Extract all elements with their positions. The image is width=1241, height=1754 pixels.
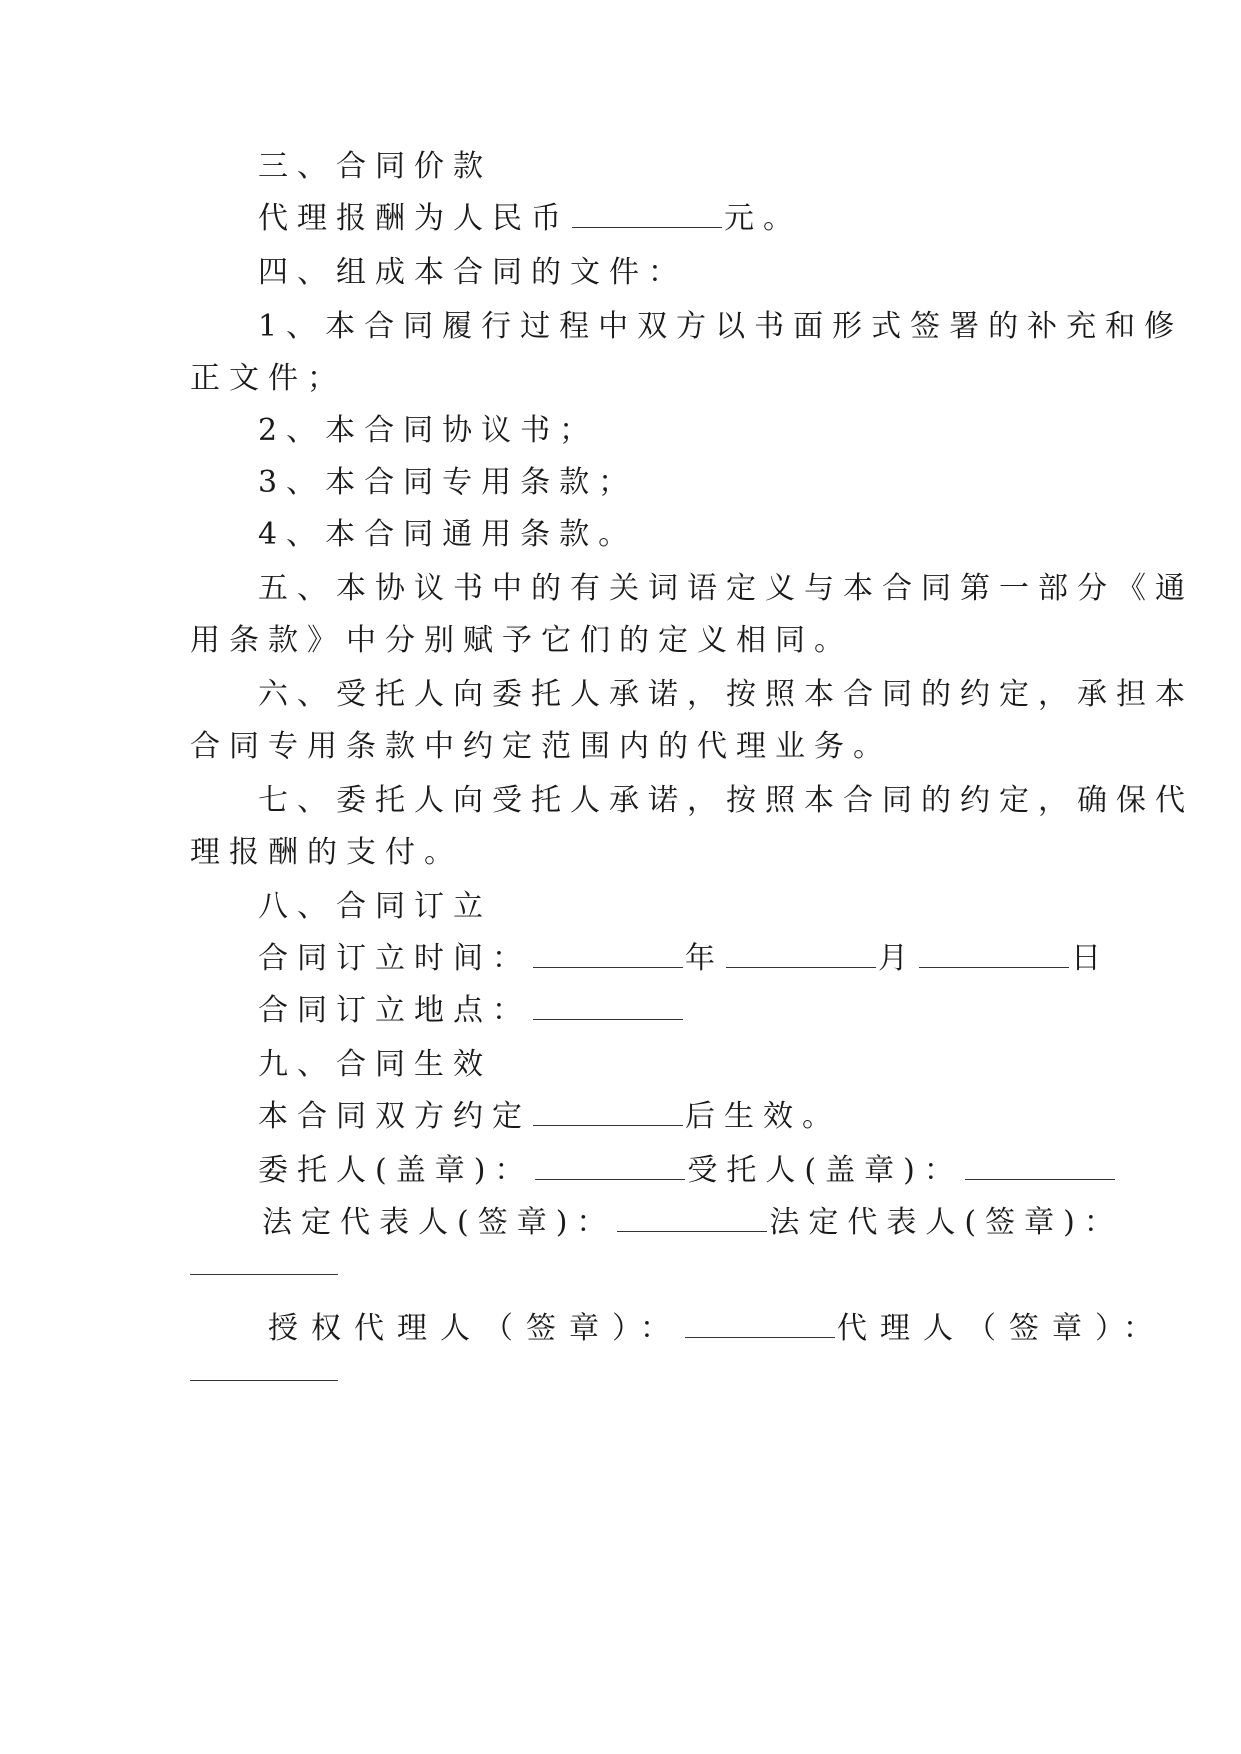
contract-year-blank[interactable] [533, 943, 683, 968]
section-4-item-2-text: 2、本合同协议书； [258, 413, 599, 448]
section-8-title-text: 八、合同订立 [258, 889, 492, 924]
contract-place-blank[interactable] [533, 995, 683, 1020]
month-label: 月 [878, 941, 917, 976]
agent-seal-label: 受托人(盖章)： [687, 1153, 963, 1188]
section-5-text-1: 五、本协议书中的有关词语定义与本合同第一部分《通 [258, 571, 1194, 606]
section-8-title [258, 888, 492, 926]
section-3-body [258, 200, 802, 238]
contract-date-row [258, 940, 1110, 978]
section-3-title [258, 148, 492, 186]
section-6-text-2: 合同专用条款中约定范围内的代理业务。 [190, 729, 892, 764]
agent-legal-rep-label: 法定代表人(签章)： [769, 1205, 1123, 1240]
principal-legal-rep-label: 法定代表人(签章)： [262, 1205, 616, 1240]
day-label: 日 [1071, 941, 1110, 976]
contract-month-blank[interactable] [726, 943, 876, 968]
remuneration-unit: 元。 [724, 201, 802, 236]
section-4-item-4-text: 4、本合同通用条款。 [258, 517, 638, 552]
agent-rep-label: 代理人（签章）： [837, 1311, 1166, 1346]
section-7-line-2 [190, 834, 463, 872]
legal-rep-row [262, 1204, 1123, 1242]
agent-legal-rep-blank[interactable] [190, 1274, 338, 1275]
section-7-text-1: 七、委托人向受托人承诺，按照本合同的约定，确保代 [258, 783, 1194, 818]
section-4-item-2 [258, 412, 598, 450]
section-7-line-1 [258, 782, 1194, 820]
seal-row [258, 1152, 1117, 1190]
section-4-title [258, 254, 687, 292]
remuneration-label: 代理报酬为人民币 [258, 201, 570, 236]
effective-condition-blank[interactable] [533, 1101, 683, 1126]
contract-day-blank[interactable] [919, 943, 1069, 968]
year-label: 年 [685, 941, 724, 976]
section-7-text-2: 理报酬的支付。 [190, 835, 463, 870]
authorized-rep-blank[interactable] [685, 1313, 835, 1338]
section-5-line-1 [258, 570, 1194, 608]
authorized-rep-label: 授权代理人（签章）： [268, 1311, 683, 1346]
contract-place-label: 合同订立地点： [258, 993, 531, 1028]
contract-place-row [258, 992, 685, 1030]
principal-seal-label: 委托人(盖章)： [258, 1153, 534, 1188]
section-5-text-2: 用条款》中分别赋予它们的定义相同。 [190, 623, 853, 658]
section-4-item-3-text: 3、本合同专用条款； [258, 465, 638, 500]
principal-seal-blank[interactable] [535, 1155, 685, 1180]
section-6-text-1: 六、受托人向委托人承诺，按照本合同的约定，承担本 [258, 677, 1194, 712]
agent-seal-blank[interactable] [965, 1155, 1115, 1180]
section-9-title [258, 1046, 492, 1084]
section-4-item-4 [258, 516, 637, 554]
remuneration-amount-blank[interactable] [572, 203, 722, 228]
section-9-title-text: 九、合同生效 [258, 1047, 492, 1082]
contract-date-label: 合同订立时间： [258, 941, 531, 976]
section-4-title-text: 四、组成本合同的文件： [258, 255, 687, 290]
section-6-line-2 [190, 728, 892, 766]
agent-rep-blank[interactable] [190, 1380, 338, 1381]
section-3-title-text: 三、合同价款 [258, 149, 492, 184]
authorized-rep-row [268, 1310, 1166, 1348]
section-6-line-1 [258, 676, 1194, 714]
section-4-item-3 [258, 464, 637, 502]
section-9-body [258, 1098, 841, 1136]
section-4-item-1-cont-text: 正文件； [190, 361, 346, 396]
effective-suffix: 后生效。 [685, 1099, 841, 1134]
effective-condition-label: 本合同双方约定 [258, 1099, 531, 1134]
section-4-item-1-text: 1、本合同履行过程中双方以书面形式签署的补充和修 [258, 309, 1184, 344]
section-5-line-2 [190, 622, 853, 660]
section-4-item-1 [258, 308, 1183, 346]
principal-legal-rep-blank[interactable] [617, 1207, 767, 1232]
section-4-item-1-cont [190, 360, 346, 398]
